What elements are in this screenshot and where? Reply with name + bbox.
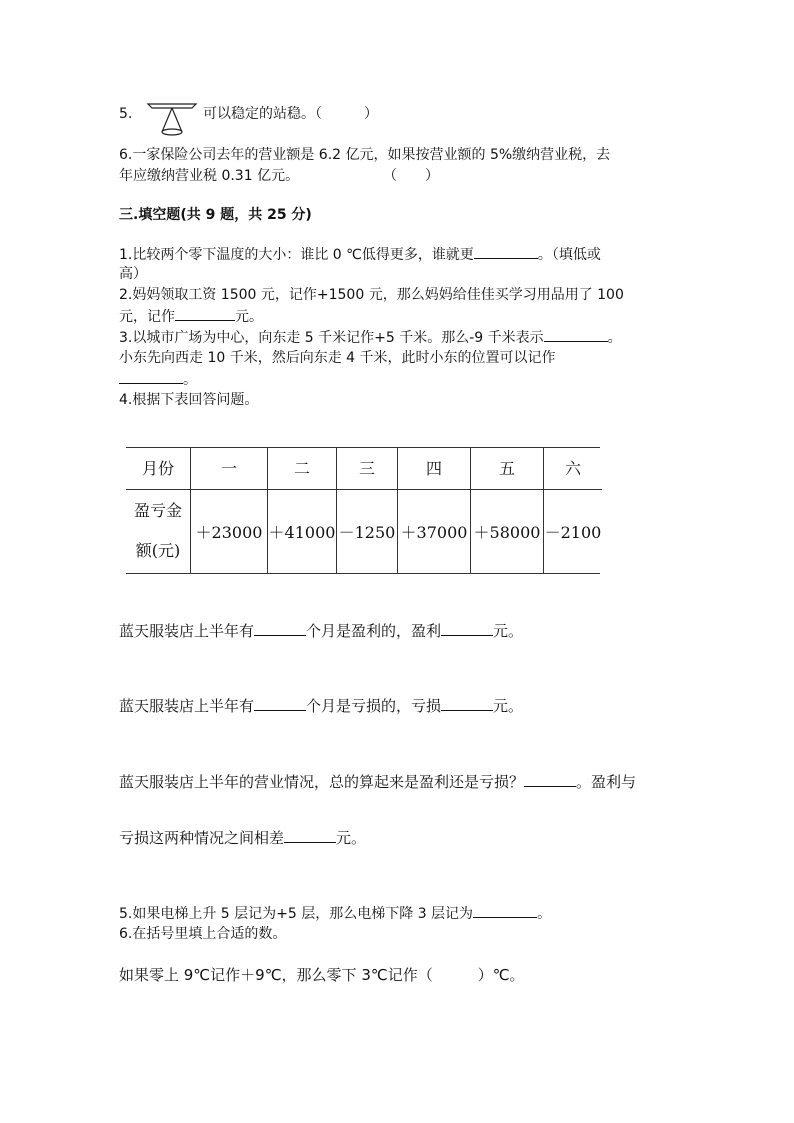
row-label-line: 盈亏金: [133, 501, 182, 521]
table-header-cell: 六: [544, 447, 603, 489]
fill-1-text-b: 。（填低或: [537, 247, 601, 263]
question-6-line1: 6.一家保险公司去年的营业额是 6.2 亿元，如果按营业额的 5%缴纳营业税，去: [119, 147, 611, 163]
table-cell: ＋37000: [398, 489, 471, 573]
fill-3-line2: 小东先向西走 10 千米，然后向东走 4 千米，此时小东的位置可以记作: [119, 350, 556, 366]
profit-loss-table: [126, 447, 602, 573]
fill-3-text-b: 。: [607, 330, 622, 346]
table-cell: ＋58000: [471, 489, 544, 573]
sub-3-text-b: 。盈利与: [576, 773, 637, 791]
fill-4-line: 4.根据下表回答问题。: [119, 392, 259, 408]
answer-blank[interactable]: [175, 306, 235, 321]
sub-question-3-line2: [119, 827, 366, 848]
table-header-cell: 月份: [141, 459, 174, 479]
fill-6-line: 6.在括号里填上合适的数。: [119, 926, 287, 942]
fill-3-text-d: 。: [183, 372, 197, 388]
answer-blank[interactable]: [544, 327, 608, 342]
table-header-cell: 一: [191, 447, 268, 489]
fill-3-line1: [119, 327, 622, 348]
row-label-line: 额(元): [135, 541, 181, 561]
row-label-cell: [126, 489, 191, 573]
answer-blank[interactable]: [441, 621, 493, 636]
table-value-row: [126, 489, 602, 573]
sub-3-text: 蓝天服装店上半年的营业情况，总的算起来是盈利还是亏损？: [119, 773, 525, 791]
sub-1-text-c: 元。: [493, 622, 524, 640]
sub-1-text-b: 个月是盈利的，盈利: [306, 622, 442, 640]
fill-1-text: 1.比较两个零下温度的大小：谁比 0 ℃低得更多，谁就更: [119, 247, 474, 263]
fill-2-text: 元，记作: [119, 309, 175, 325]
fill-3-line3: [119, 369, 197, 390]
fill-6-question: 如果零上 9℃记作＋9℃，那么零下 3℃记作（ ）℃。: [119, 966, 525, 984]
fill-5-text: 5.如果电梯上升 5 层记为+5 层，那么电梯下降 3 层记为: [119, 906, 474, 922]
table-cell: ＋23000: [191, 489, 268, 573]
question-5-text: 可以稳定的站稳。（ ）: [203, 106, 378, 122]
table-bottom-rule: [126, 573, 600, 574]
fill-2-text-c: 元。: [235, 309, 263, 325]
table-cell: －2100: [544, 489, 603, 573]
sub-question-3-line1: [119, 771, 636, 792]
fill-1-line1: [119, 244, 601, 265]
table-cell: －1250: [337, 489, 398, 573]
fill-2-line2: [119, 306, 263, 327]
table-header-cell: 四: [398, 447, 471, 489]
sub-2-text: 蓝天服装店上半年有: [119, 697, 255, 715]
question-number: 5.: [119, 106, 133, 122]
table-header-cell: 二: [268, 447, 337, 489]
sub-3-text-c: 亏损这两种情况之间相差: [119, 829, 285, 847]
sub-2-text-c: 元。: [493, 697, 524, 715]
fill-2-line1: 2.妈妈领取工资 1500 元，记作+1500 元，那么妈妈给佳佳买学习用品用了 100: [119, 287, 624, 303]
answer-blank[interactable]: [524, 772, 576, 787]
answer-blank[interactable]: [254, 621, 306, 636]
question-5: [119, 104, 132, 124]
answer-blank[interactable]: [284, 828, 336, 843]
table-cell: ＋41000: [268, 489, 337, 573]
answer-blank[interactable]: [254, 696, 306, 711]
sub-3-text-d: 元。: [336, 829, 367, 847]
answer-blank[interactable]: [473, 903, 537, 918]
fill-5-text-b: 。: [537, 906, 552, 922]
section-title: 三.填空题(共 9 题，共 25 分): [119, 207, 312, 223]
cone-on-plate-icon: [144, 98, 200, 140]
fill-1-line2: 高）: [119, 266, 147, 282]
sub-question-1: [119, 620, 523, 641]
table-header-cell: 五: [471, 447, 544, 489]
question-6-line2: 年应缴纳营业税 0.31 亿元。: [119, 168, 300, 184]
sub-1-text: 蓝天服装店上半年有: [119, 622, 255, 640]
table-header-row: [126, 447, 602, 489]
answer-blank[interactable]: [119, 369, 183, 384]
answer-blank[interactable]: [474, 244, 538, 259]
question-6-paren: （ ）: [383, 168, 439, 184]
table-header-cell: 三: [337, 447, 398, 489]
answer-blank[interactable]: [441, 696, 493, 711]
sub-question-2: [119, 695, 523, 716]
fill-3-text: 3.以城市广场为中心，向东走 5 千米记作+5 千米。那么-9 千米表示: [119, 330, 544, 346]
sub-2-text-b: 个月是亏损的，亏损: [306, 697, 442, 715]
fill-5-line: [119, 903, 551, 924]
